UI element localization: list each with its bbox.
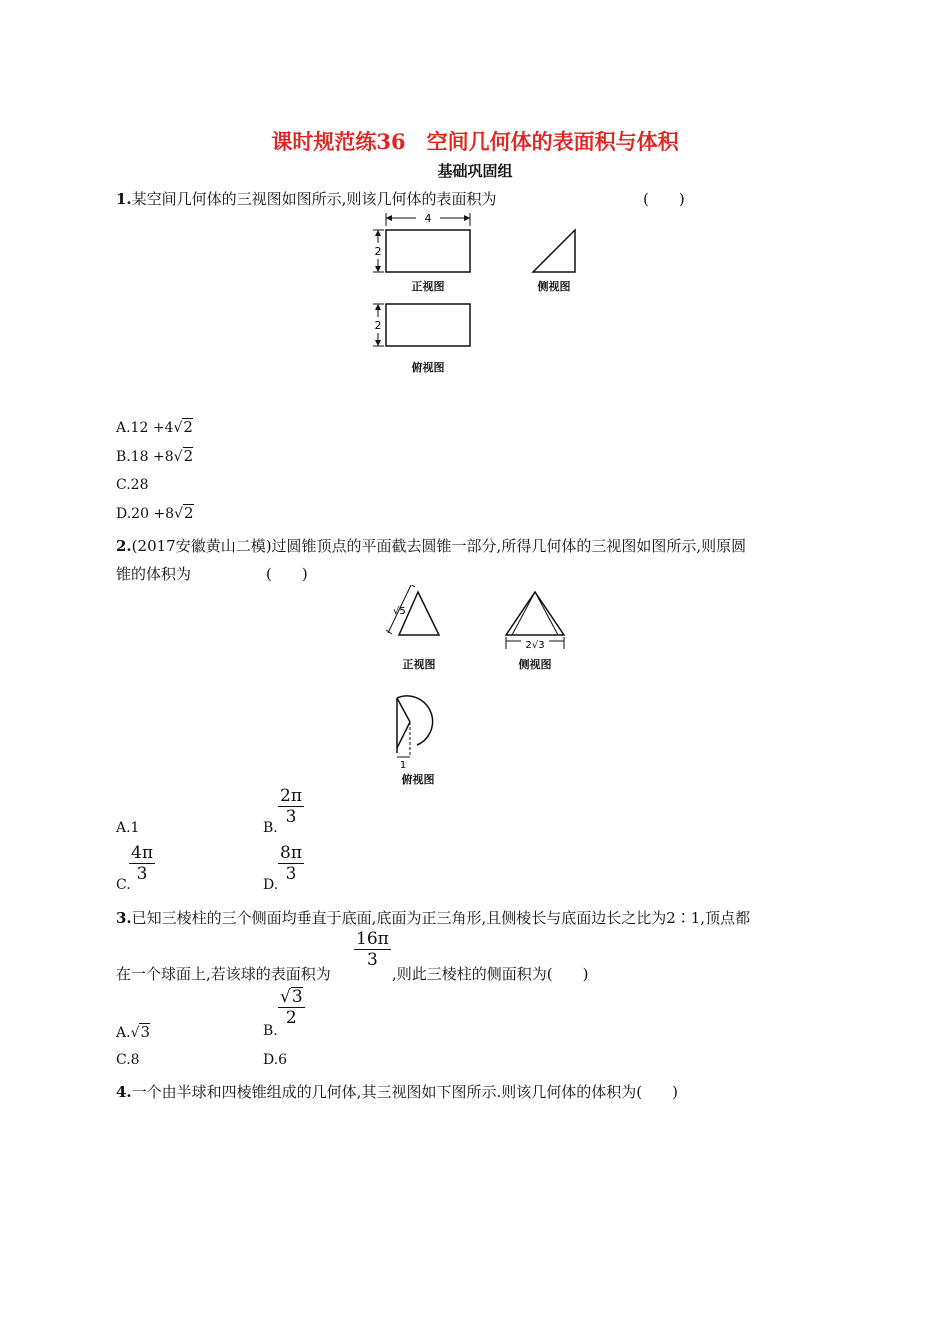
question-text: 已知三棱柱的三个侧面均垂直于底面,底面为正三角形,且侧棱长与底面边长之比为2∶1,顶点都 [131, 909, 751, 927]
question-2-line2: 锥的体积为 [116, 565, 192, 583]
question-3-line2-end: ,则此三棱柱的侧面积为( ) [392, 965, 589, 983]
option-c[interactable]: C.8 [116, 1052, 140, 1068]
q1-three-view-figure [368, 210, 588, 380]
option-a[interactable]: A.√3 [116, 1023, 151, 1041]
page-title: 课时规范练36 空间几何体的表面积与体积 [271, 129, 679, 154]
front-view-rect [386, 230, 470, 272]
option-c[interactable]: C. [116, 877, 131, 893]
answer-blank: ( ) [266, 565, 308, 583]
question-text: 一个由半球和四棱锥组成的几何体,其三视图如下图所示.则该几何体的体积为( ) [131, 1083, 678, 1101]
section-heading: 基础巩固组 [437, 162, 513, 180]
top-view-caption: 俯视图 [401, 773, 435, 786]
q2-three-view-figure [380, 585, 580, 790]
question-1 [116, 188, 496, 209]
question-3-line2: 在一个球面上,若该球的表面积为 [116, 965, 331, 983]
top-view-caption: 俯视图 [411, 361, 445, 374]
width-label: 4 [424, 212, 432, 225]
fraction: $\frac{8\pi}{3}$ [280, 843, 302, 884]
question-text: (2017安徽黄山二模)过圆锥顶点的平面截去圆锥一部分,所得几何体的三视图如图所示,则原圆 [131, 537, 747, 555]
question-number: 2. [116, 537, 132, 555]
option-d[interactable]: D.6 [263, 1052, 288, 1068]
question-3 [116, 907, 750, 928]
sqrt: 2 [183, 418, 193, 436]
height-label-front: 2 [374, 245, 382, 258]
option-a[interactable]: A.1 [116, 820, 140, 836]
question-2 [116, 535, 746, 556]
option-b[interactable]: B.18 +8√2 [116, 447, 194, 465]
side-view-caption: 侧视图 [537, 280, 571, 293]
side-view-caption: 侧视图 [518, 658, 552, 671]
question-number: 4. [116, 1083, 132, 1101]
fraction: $\frac{16\pi}{3}$ [356, 929, 389, 970]
height-label-top: 2 [374, 319, 382, 332]
fraction: $\frac{4\pi}{3}$ [131, 843, 153, 884]
sqrt: 2 [183, 447, 194, 465]
question-text: 某空间几何体的三视图如图所示,则该几何体的表面积为 [131, 190, 497, 208]
option-d[interactable]: D.20 +8√2 [116, 504, 194, 522]
question-number: 1. [116, 190, 132, 208]
question-4 [116, 1081, 678, 1102]
option-d[interactable]: D. [263, 877, 279, 893]
top-dim-label: 1 [399, 760, 407, 771]
side-view-triangle [533, 230, 575, 272]
answer-blank: ( ) [643, 190, 685, 208]
front-dim-label: √5 [393, 606, 406, 617]
option-b[interactable]: B. [263, 1023, 278, 1039]
fraction: $\frac{√3}{2}$ [280, 987, 303, 1028]
top-view-rect [386, 304, 470, 346]
option-a[interactable]: A.12 +4√2 [116, 418, 193, 436]
side-dim-label: 2√3 [525, 640, 545, 651]
sqrt: 2 [184, 504, 194, 522]
fraction: $\frac{2\pi}{3}$ [280, 786, 302, 827]
option-c[interactable]: C.28 [116, 477, 149, 493]
side-view-triangle [506, 592, 564, 635]
option-b[interactable]: B. [263, 820, 278, 836]
front-view-caption: 正视图 [411, 280, 445, 293]
front-view-caption: 正视图 [402, 658, 436, 671]
question-number: 3. [116, 909, 132, 927]
